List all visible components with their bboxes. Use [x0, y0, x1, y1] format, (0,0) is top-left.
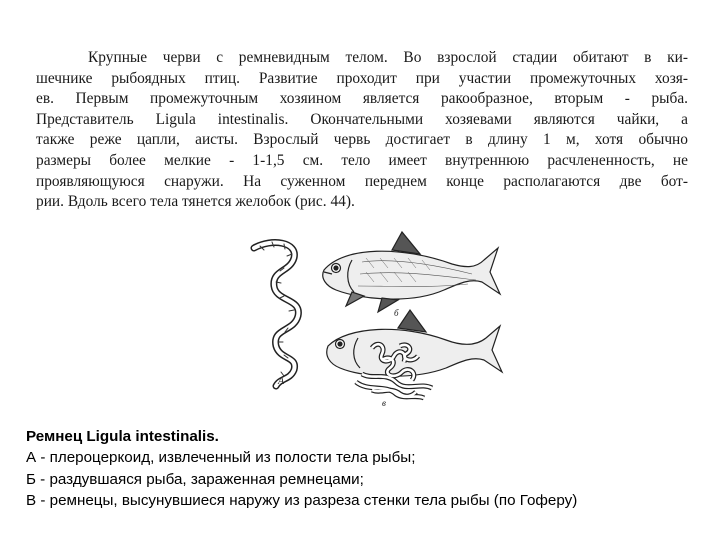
scan-line: рии. Вдоль всего тела тянется желобок (рис. 44). [36, 193, 355, 211]
caption-title: Ремнец Ligula intestinalis. [26, 428, 219, 445]
caption-line: В - ремнецы, высунувшиеся наружу из разреза стенки тела рыбы (по Гоферу) [26, 491, 578, 509]
scan-line: Представитель Ligula intestinalis. Окончательными хозяевами являются чайки, а [36, 110, 688, 128]
caption-line: А - плероцеркоид, извлеченный из полости тела рыбы; [26, 449, 416, 467]
figure-caption [26, 426, 706, 511]
figure-label-a: А [278, 376, 285, 387]
scan-line: размеры более мелкие - 1-1,5 см. тело имеет внутреннюю расчлененность, не [36, 151, 688, 169]
fish-with-worms-drawing [327, 310, 502, 398]
figure-label-b: б [394, 308, 399, 318]
scan-line: Крупные черви с ремневидным телом. Во взрослой стадии обитают в ки- [88, 49, 688, 66]
caption-line: Б - раздувшаяся рыба, зараженная ремнецами; [26, 470, 364, 488]
tapeworm-plerocercoid-drawing [254, 242, 298, 386]
scan-line: ев. Первым промежуточным хозяином является ракообразное, вторым - рыба. [36, 90, 688, 108]
figure-label-c: в [382, 398, 386, 408]
scan-line: шечнике рыбоядных птиц. Развитие проходит при участии промежуточных хозя- [36, 69, 688, 87]
ligula-illustration [232, 228, 512, 414]
scanned-text-block [36, 48, 688, 226]
scan-line: также реже цапли, аисты. Взрослый червь достигает в длину 1 м, хотя обычно [36, 131, 688, 149]
swollen-fish-drawing [323, 232, 500, 312]
scan-line: проявляющуюся снаружи. На суженном переднем конце располагаются две бот- [36, 172, 688, 190]
